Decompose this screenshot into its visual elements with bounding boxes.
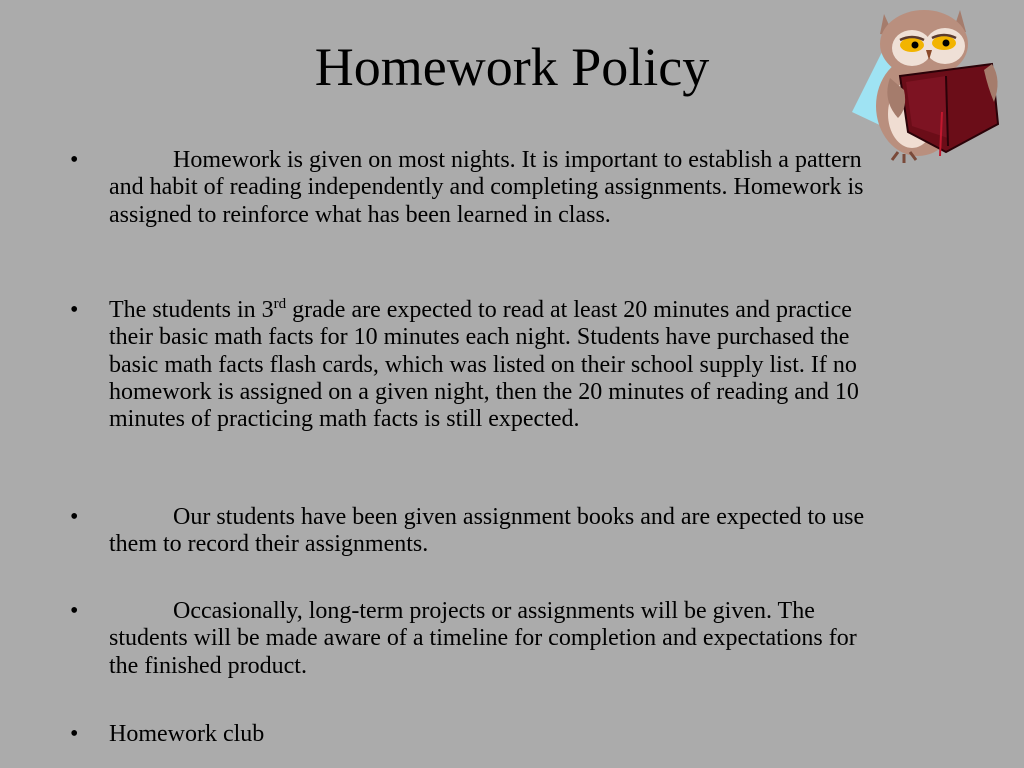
bullet-mark: •: [70, 147, 79, 173]
bullet-text: Homework is given on most nights. It is important to establish a pattern and habit of reading independently and completing assignments. Homework is assigned to reinforce what has been learned in class.: [109, 147, 864, 228]
bullet-mark: •: [70, 504, 79, 530]
bullet-mark: •: [70, 598, 79, 624]
bullet-text: Our students have been given assignment books and are expected to use them to record their assignments.: [109, 504, 865, 558]
ordinal-suffix: rd: [273, 296, 287, 312]
bullet-text-start: The students in 3: [109, 297, 274, 323]
bullet-mark: •: [70, 721, 79, 747]
slide-title: Homework Policy: [314, 37, 710, 97]
bullet-mark: •: [70, 297, 79, 323]
bullet-item-assignment-books: [70, 504, 880, 598]
bullet-text: Occasionally, long-term projects or assignments will be given. The students will be made aware of a timeline for completion and expectations for the finished product.: [109, 598, 857, 679]
bullet-item-homework-nights: [70, 147, 880, 297]
bullet-item-homework-club: [70, 721, 880, 748]
bullet-item-long-term-projects: [70, 598, 880, 721]
bullet-list: [70, 147, 880, 748]
bullet-item-reading-minutes: [70, 297, 880, 504]
owl-reading-book-icon: [842, 4, 1002, 164]
bullet-text-end: grade are expected to read at least 20 minutes and practice their basic math facts for 10 minutes each night. Students have purchased the basic math facts flash cards, which was listed on their school supply list. If no homework is assigned on a given night, then the 20 minutes of reading and 10 minutes of practicing math facts is still expected.: [109, 297, 859, 433]
bullet-text: Homework club: [109, 721, 265, 747]
